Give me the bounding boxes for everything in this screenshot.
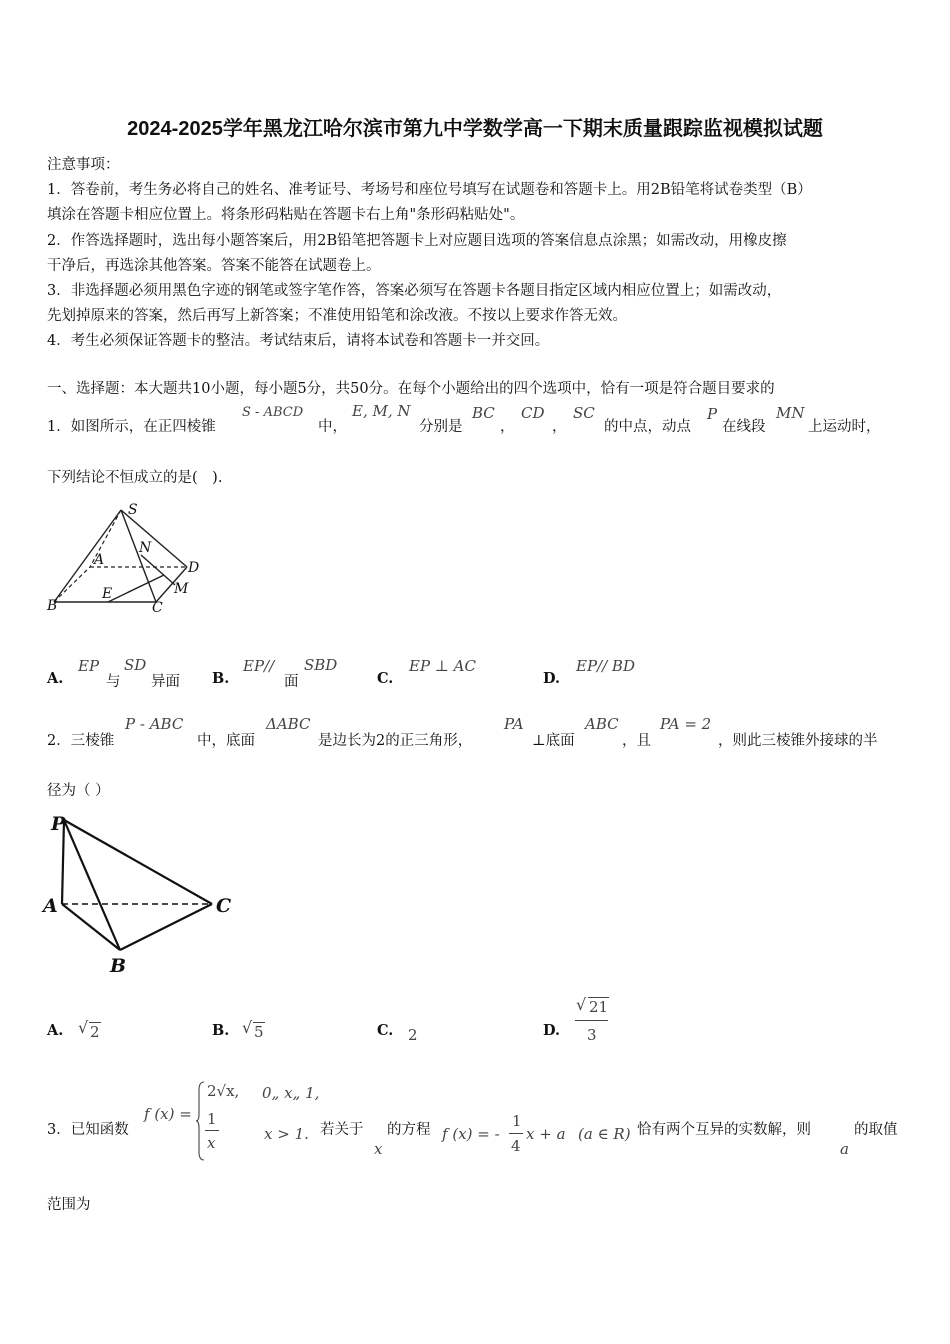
q3-case2-num: 1 [207,1110,217,1128]
q1-math: BC [472,404,495,422]
tetrahedron-figure [40,806,240,978]
vertex-label: A [43,895,58,917]
section-heading: 一、选择题：本大题共10小题，每小题5分，共50分。在每个小题给出的四个选项中，恰有一项是符合题目要求的 [47,381,775,397]
q3-math: f (x) = [144,1105,192,1123]
option-math: SD [124,656,147,674]
sqrt-icon: √ [78,1018,89,1037]
sqrt-icon: √ [576,995,587,1014]
q2-text: ，且 [622,733,651,749]
q2-math: PA [504,715,524,733]
q2-text: 径为（ ） [47,783,110,799]
vertex-label: N [139,540,152,556]
option-text: 面 [284,674,299,690]
vertex-label: C [152,600,163,616]
option-text: 与 [106,674,121,690]
vertex-label: M [174,581,189,597]
q3-case2-cond: x > 1. [264,1125,309,1143]
vertex-label: S [128,502,138,518]
notice-line: 4．考生必须保证答题卡的整洁。考试结束后，请将本试卷和答题卡一并交回。 [47,333,550,349]
vertex-label: C [216,895,232,917]
q2-math: ΔABC [266,715,311,733]
notice-line: 填涂在答题卡相应位置上。将条形码粘贴在答题卡右上角"条形码粘贴处"。 [47,207,525,223]
q2-text: 是边长为2的正三角形， [318,733,473,749]
vertex-label: P [51,813,66,835]
q1-text: 1．如图所示，在正四棱锥 [47,419,216,435]
option-radicand: 2 [90,1023,100,1041]
q3-eq-den: 4 [511,1137,521,1155]
q3-text: 范围为 [47,1197,91,1213]
q3-text: 3．已知函数 [47,1122,129,1138]
option-label: D. [543,1022,561,1039]
option-math: SBD [304,656,338,674]
q2-math: P - ABC [125,715,184,733]
q1-text: ， [500,419,515,435]
option-value: 2 [408,1026,418,1044]
q3-math: a [840,1140,849,1158]
option-label: A. [47,670,64,687]
q1-math: CD [521,404,545,422]
option-text: 异面 [151,674,180,690]
q3-text: 若关于 [320,1122,364,1138]
q3-case2-den: x [207,1134,216,1152]
q3-text: 恰有两个互异的实数解，则 [637,1122,811,1138]
fraction-bar [509,1133,523,1134]
q2-text: 2．三棱锥 [47,733,115,749]
option-radicand: 5 [254,1023,264,1041]
q3-eq-num: 1 [512,1112,522,1130]
q2-text: ，则此三棱锥外接球的半 [718,733,878,749]
option-radicand: 21 [589,998,609,1016]
option-label: C. [377,670,394,687]
sqrt-icon: √ [242,1018,253,1037]
q2-text: 中，底面 [197,733,255,749]
q1-text: 在线段 [722,419,766,435]
vertex-label: B [110,955,127,977]
notice-line: 3．非选择题必须用黑色字迹的钢笔或签字笔作答，答案必须写在答题卡各题目指定区域内相应位置上；如需改动， [47,283,782,299]
notice-line: 干净后，再选涂其他答案。答案不能答在试题卷上。 [47,258,381,274]
option-label: A. [47,1022,64,1039]
fraction-bar [575,1020,608,1021]
q2-math: PA = 2 [660,715,712,733]
q3-eq-left: f (x) = - [442,1125,500,1143]
option-math: EP// BD [576,657,635,675]
notice-line: 2．作答选择题时，选出每小题答案后，用2B铅笔把答题卡上对应题目选项的答案信息点涂黑；如需改动，用橡皮擦 [47,233,787,249]
q1-text: ， [552,419,567,435]
q3-case1-cond: 0„ x„ 1, [262,1084,320,1102]
option-math: EP [78,657,100,675]
option-label: C. [377,1022,394,1039]
q3-text: 的方程 [387,1122,431,1138]
q1-math: E, M, N [352,402,411,420]
option-label: B. [212,1022,230,1039]
q1-math: S - ABCD [242,405,304,420]
q3-math: x [374,1140,383,1158]
vertex-label: A [94,552,105,568]
q1-text: 的中点，动点 [604,419,691,435]
q3-eq-right: x + a [526,1125,566,1143]
q1-text: 分别是 [419,419,463,435]
q1-math: SC [573,404,595,422]
vertex-label: E [102,586,113,602]
page-title: 2024-2025学年黑龙江哈尔滨市第九中学数学高一下期末质量跟踪监视模拟试题 [127,118,823,140]
notice-line: 1．答卷前，考生务必将自己的姓名、准考证号、考场号和座位号填写在试题卷和答题卡上。用2B铅笔将试卷类型（B） [47,182,812,198]
vertex-label: B [47,598,58,614]
q3-case1-expr: 2√x, [207,1082,240,1100]
q3-text: 的取值 [854,1122,898,1138]
fraction-bar [205,1130,219,1131]
q1-math: P [707,405,718,423]
q1-text: 中， [318,419,347,435]
q2-math: ABC [585,715,619,733]
q2-text: ⊥底面 [532,733,575,749]
brace-icon [196,1080,206,1162]
pyramid-figure [44,500,214,618]
option-math: EP ⊥ AC [409,657,476,675]
vertex-label: D [188,560,200,576]
q1-math: MN [776,404,805,422]
q1-text: 上运动时， [808,419,881,435]
option-label: B. [212,670,230,687]
notice-heading: 注意事项： [47,157,120,173]
option-label: D. [543,670,561,687]
option-denominator: 3 [587,1026,597,1044]
notice-line: 先划掉原来的答案，然后再写上新答案；不准使用铅笔和涂改液。不按以上要求作答无效。 [47,308,627,324]
option-math: EP// [243,657,275,675]
q1-text: 下列结论不恒成立的是( ). [47,470,223,486]
q3-eq-cond: (a ∈ R) [578,1125,631,1143]
